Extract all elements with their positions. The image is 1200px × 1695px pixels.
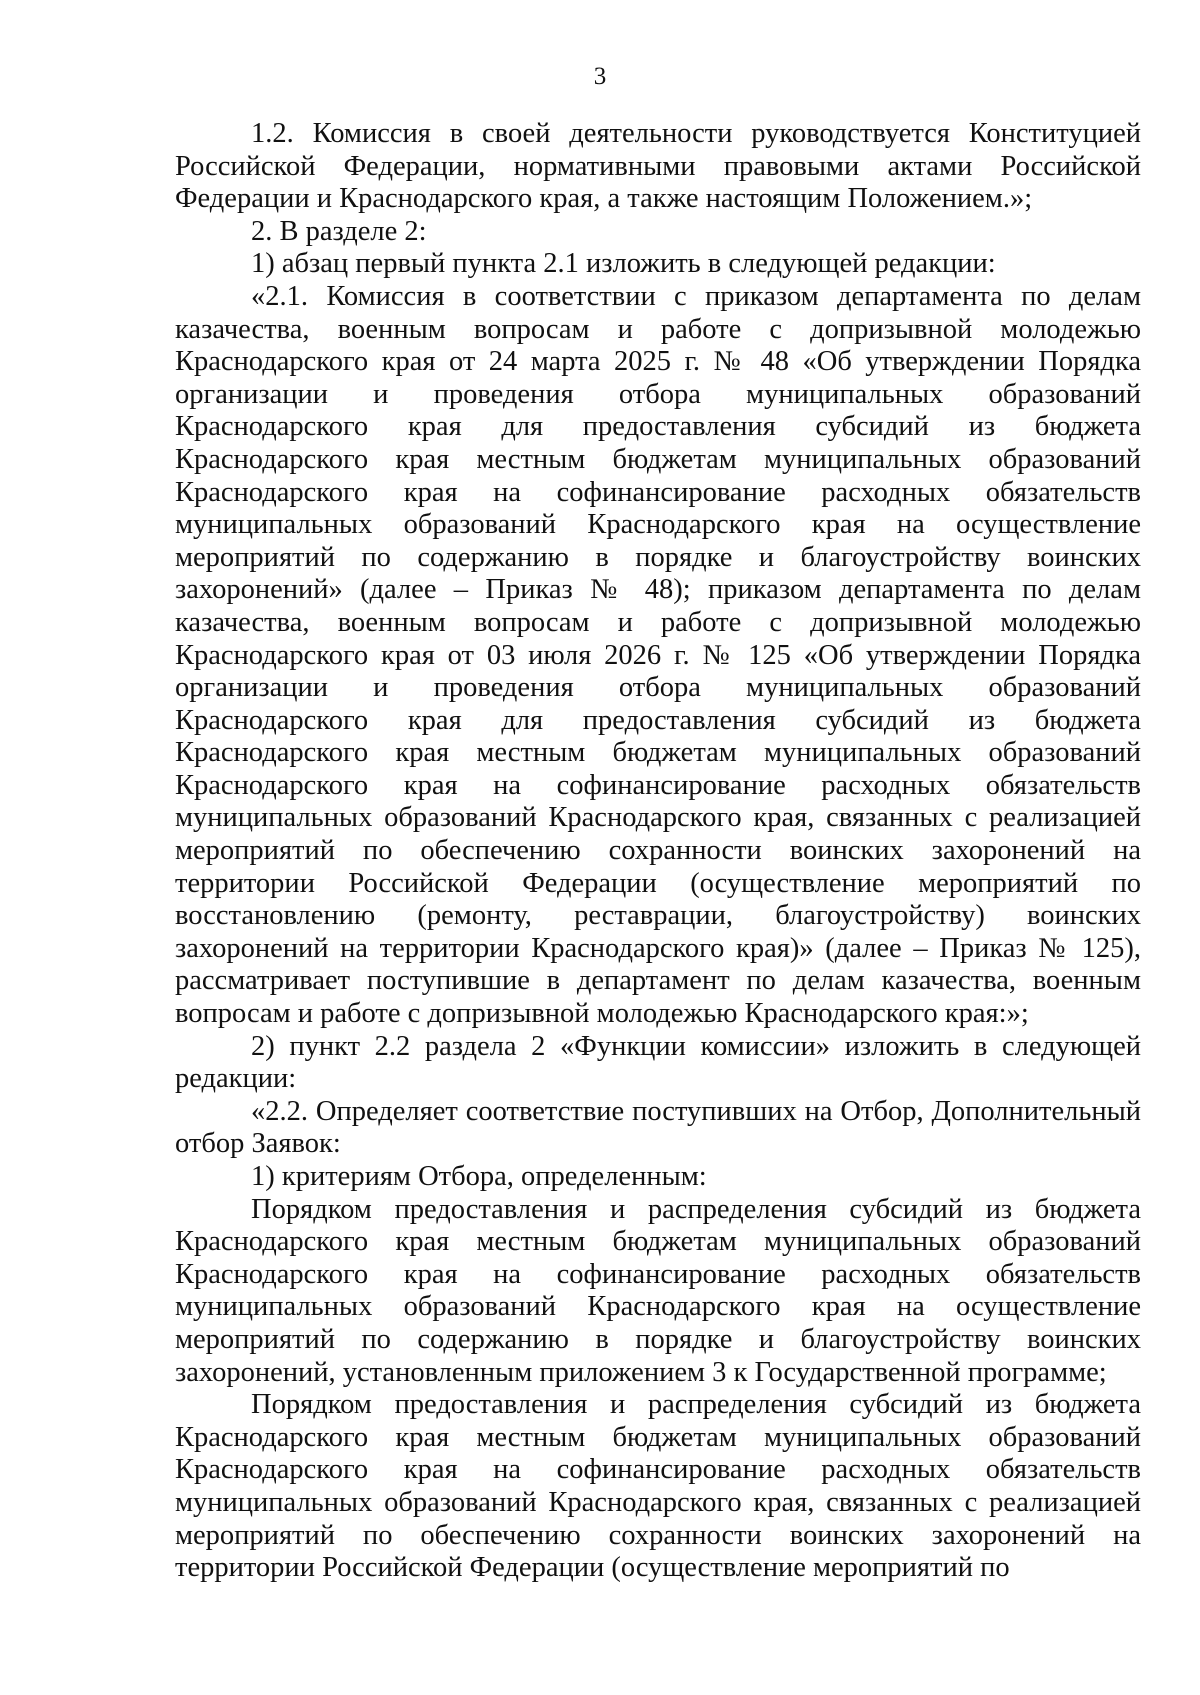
page-number: 3 [593,63,607,90]
paragraph: 1) критериям Отбора, определенным: [251,1161,707,1192]
paragraph: «2.1. Комиссия в соответствии с приказом департамента по делам казачества, военным вопросам и работе с допризывной молодежью Краснодарского края от 24 марта 2025 г. № 48 «Об утверждении Порядка организации и проведения отбора муниципальных образований Краснодарского края для предоставления субсидий из бюджета Краснодарского края местным бюджетам муниципальных образований Краснодарского края на софинансирование расходных обязательств муниципальных образований Краснодарского края на осуществление мероприятий по содержанию в порядке и благоустройству воинских захоронений» (далее – Приказ № 48); приказом департамента по делам казачества, военным вопросам и работе с допризывной молодежью Краснодарского края от 03 июля 2026 г. № 125 «Об утверждении Порядка организации и проведения отбора муниципальных образований Краснодарского края для предоставления субсидий из бюджета Краснодарского края местным бюджетам муниципальных образований Краснодарского края на софинансирование расходных обязательств муниципальных образований Краснодарского края, связанных с реализацией мероприятий по обеспечению сохранности воинских захоронений на территории Российской Федерации (осуществление мероприятий по восстановлению (ремонту, реставрации, благоустройству) воинских захоронений на территории Краснодарского края)» (далее – Приказ № 125), рассматривает поступившие в департамент по делам казачества, военным вопросам и работе с допризывной молодежью Краснодарского края:»; [175,280,1141,1030]
document-body [175,118,1141,1585]
paragraph: 2. В разделе 2: [251,215,427,247]
paragraph: Порядком предоставления и распределения субсидий из бюджета Краснодарского края местным бюджетам муниципальных образований Краснодарского края на софинансирование расходных обязательств муниципальных образований Краснодарского края, связанных с реализацией мероприятий по обеспечению сохранности воинских захоронений на территории Российской Федерации (осуществление мероприятий по [175,1389,1141,1584]
paragraph: 2) пункт 2.2 раздела 2 «Функции комиссии» изложить в следующей редакции: [175,1030,1141,1095]
paragraph: Порядком предоставления и распределения субсидий из бюджета Краснодарского края местным бюджетам муниципальных образований Краснодарского края на софинансирование расходных обязательств муниципальных образований Краснодарского края на осуществление мероприятий по содержанию в порядке и благоустройству воинских захоронений, установленным приложением 3 к Государственной программе; [175,1193,1141,1388]
paragraph: «2.2. Определяет соответствие поступивших на Отбор, Дополнительный отбор Заявок: [175,1095,1141,1160]
paragraph: 1) абзац первый пункта 2.1 изложить в следующей редакции: [251,248,996,280]
paragraph: 1.2. Комиссия в своей деятельности руководствуется Конституцией Российской Федерации, нормативными правовыми актами Российской Федерации и Краснодарского края, а также настоящим Положением.»; [175,118,1141,215]
